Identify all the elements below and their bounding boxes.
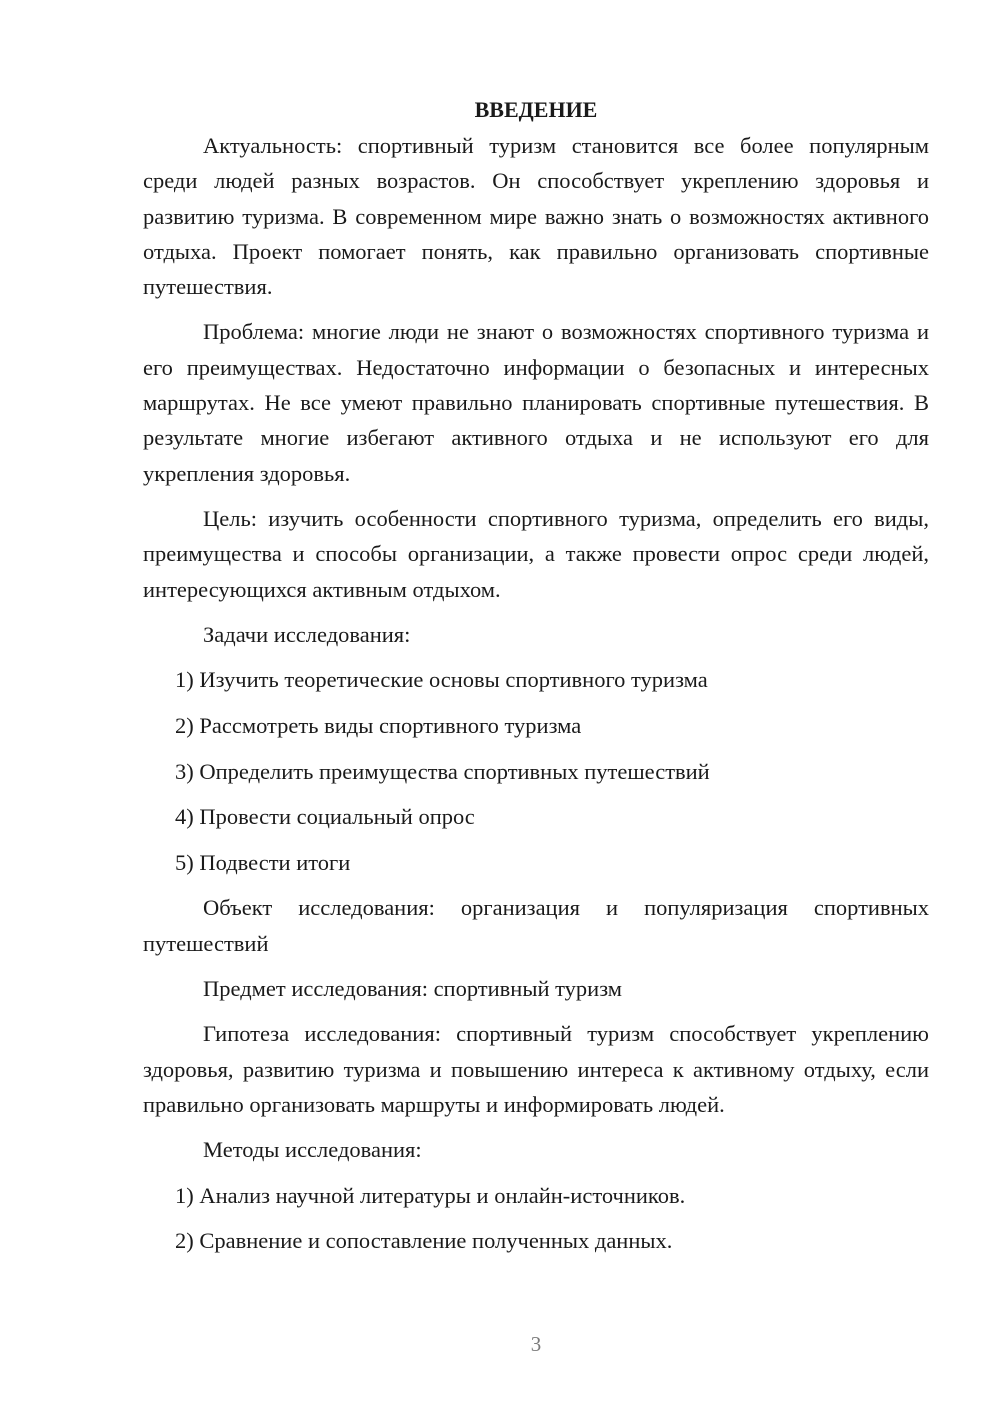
method-item: 2) Сравнение и сопоставление полученных данных. [175,1228,673,1254]
page-content [143,92,929,1259]
page-number: 3 [530,1332,542,1356]
task-item: 5) Подвести итоги [175,849,351,875]
subject-paragraph: Предмет исследования: спортивный туризм [203,976,623,1002]
problem-paragraph: Проблема: многие люди не знают о возможностях спортивного туризма и его преимуществах. Недостаточно информации о безопасных и интересных маршрутах. Не все умеют правильно планировать спортивные путешествия. В результате многие избегают активного отдыха и не используют его для укрепления здоровья. [143,319,929,486]
tasks-heading: Задачи исследования: [203,621,411,647]
section-title: ВВЕДЕНИЕ [474,97,598,122]
relevance-paragraph: Актуальность: спортивный туризм становится все более популярным среди людей разных возрастов. Он способствует укреплению здоровья и развитию туризма. В современном мире важно знать о возможностях активного отдыха. Проект помогает понять, как правильно организовать спортивные путешествия. [143,133,929,300]
hypothesis-paragraph: Гипотеза исследования: спортивный туризм способствует укреплению здоровья, развитию туризма и повышению интереса к активному отдыху, если правильно организовать маршруты и информировать людей. [143,1021,929,1117]
goal-paragraph: Цель: изучить особенности спортивного туризма, определить его виды, преимущества и способы организации, а также провести опрос среди людей, интересующихся активным отдыхом. [143,505,929,602]
task-item: 3) Определить преимущества спортивных путешествий [175,758,710,784]
task-item: 4) Провести социальный опрос [175,804,475,830]
methods-heading: Методы исследования: [203,1137,422,1163]
object-paragraph: Объект исследования: организация и популяризация спортивных путешествий [143,895,929,956]
task-item: 1) Изучить теоретические основы спортивного туризма [175,667,708,693]
method-item: 1) Анализ научной литературы и онлайн-источников. [175,1182,686,1208]
task-item: 2) Рассмотреть виды спортивного туризма [175,713,582,739]
